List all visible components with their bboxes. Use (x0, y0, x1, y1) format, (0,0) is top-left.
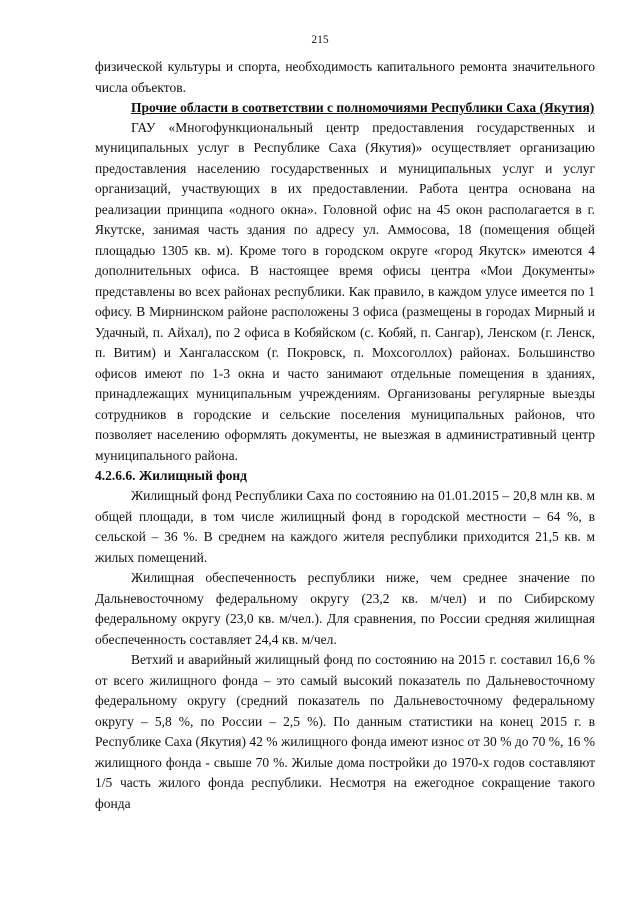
subsection-heading: 4.2.6.6. Жилищный фонд (95, 468, 247, 483)
page-number: 215 (311, 34, 329, 46)
housing-stock-paragraph: Жилищный фонд Республики Саха по состоянию на 01.01.2015 – 20,8 млн кв. м общей площади, в том числе жилищный фонд в городской местности – 64 %, в сельской – 36 %. В среднем на каждого жителя республики приходится 21,5 кв. м жилых помещений. (95, 488, 595, 565)
continuation-paragraph: физической культуры и спорта, необходимость капитального ремонта значительного числа объектов. (95, 59, 595, 95)
section-heading: Прочие области в соответствии с полномочиями Республики Саха (Якутия) (131, 100, 595, 115)
housing-provision-paragraph: Жилищная обеспеченность республики ниже, чем среднее значение по Дальневосточному федеральному округу (23,2 кв. м/чел) и по Сибирскому федеральному округу (23,0 кв. м/чел.). Для сравнения, по России средняя жилищная обеспеченность составляет 24,4 кв. м/чел. (95, 570, 595, 647)
page-content (95, 57, 595, 814)
mfc-paragraph: ГАУ «Многофункциональный центр предоставления государственных и муниципальных услуг в Республике Саха (Якутия)» осуществляет организацию предоставления населению государственных и муниципальных услуг и услуг организаций, участвующих в их предоставлении. Работа центра основана на реализации принципа «одного окна». Головной офис на 45 окон располагается в г. Якутске, занимая часть здания по адресу ул. Аммосова, 18 (помещения общей площадью 1305 кв. м). Кроме того в городском округе «город Якутск» имеются 4 дополнительных офиса. В настоящее время офисы центра «Мои Документы» представлены во всех районах республики. Как правило, в каждом улусе имеется по 1 офису. В Мирнинском районе расположены 3 офиса (размещены в городах Мирный и Удачный, п. Айхал), по 2 офиса в Кобяйском (с. Кобяй, п. Сангар), Ленском (г. Ленск, п. Витим) и Хангаласском (г. Покровск, п. Мохсоголлох) районах. Большинство офисов имеют по 1-3 окна и часто занимают отдельные помещения в зданиях, принадлежащих муниципальным учреждениям. Организованы регулярные выезды сотрудников в городские и сельские поселения муниципальных районов, что позволяет населению оформлять документы, не выезжая в административный центр муниципального района. (95, 119, 595, 463)
dilapidated-housing-paragraph: Ветхий и аварийный жилищный фонд по состоянию на 2015 г. составил 16,6 % от всего жилищного фонда – это самый высокий показатель по Дальневосточному федеральному округу (средний показатель по Дальневосточному федеральному округу – 5,8 %, по России – 2,5 %). По данным статистики на конец 2015 г. в Республике Саха (Якутия) 42 % жилищного фонда имеют износ от 30 % до 70 %, 16 % жилищного фонда - свыше 70 %. Жилые дома постройки до 1970-х годов составляют 1/5 часть жилого фонда республики. Несмотря на ежегодное сокращение такого фонда (95, 652, 595, 811)
